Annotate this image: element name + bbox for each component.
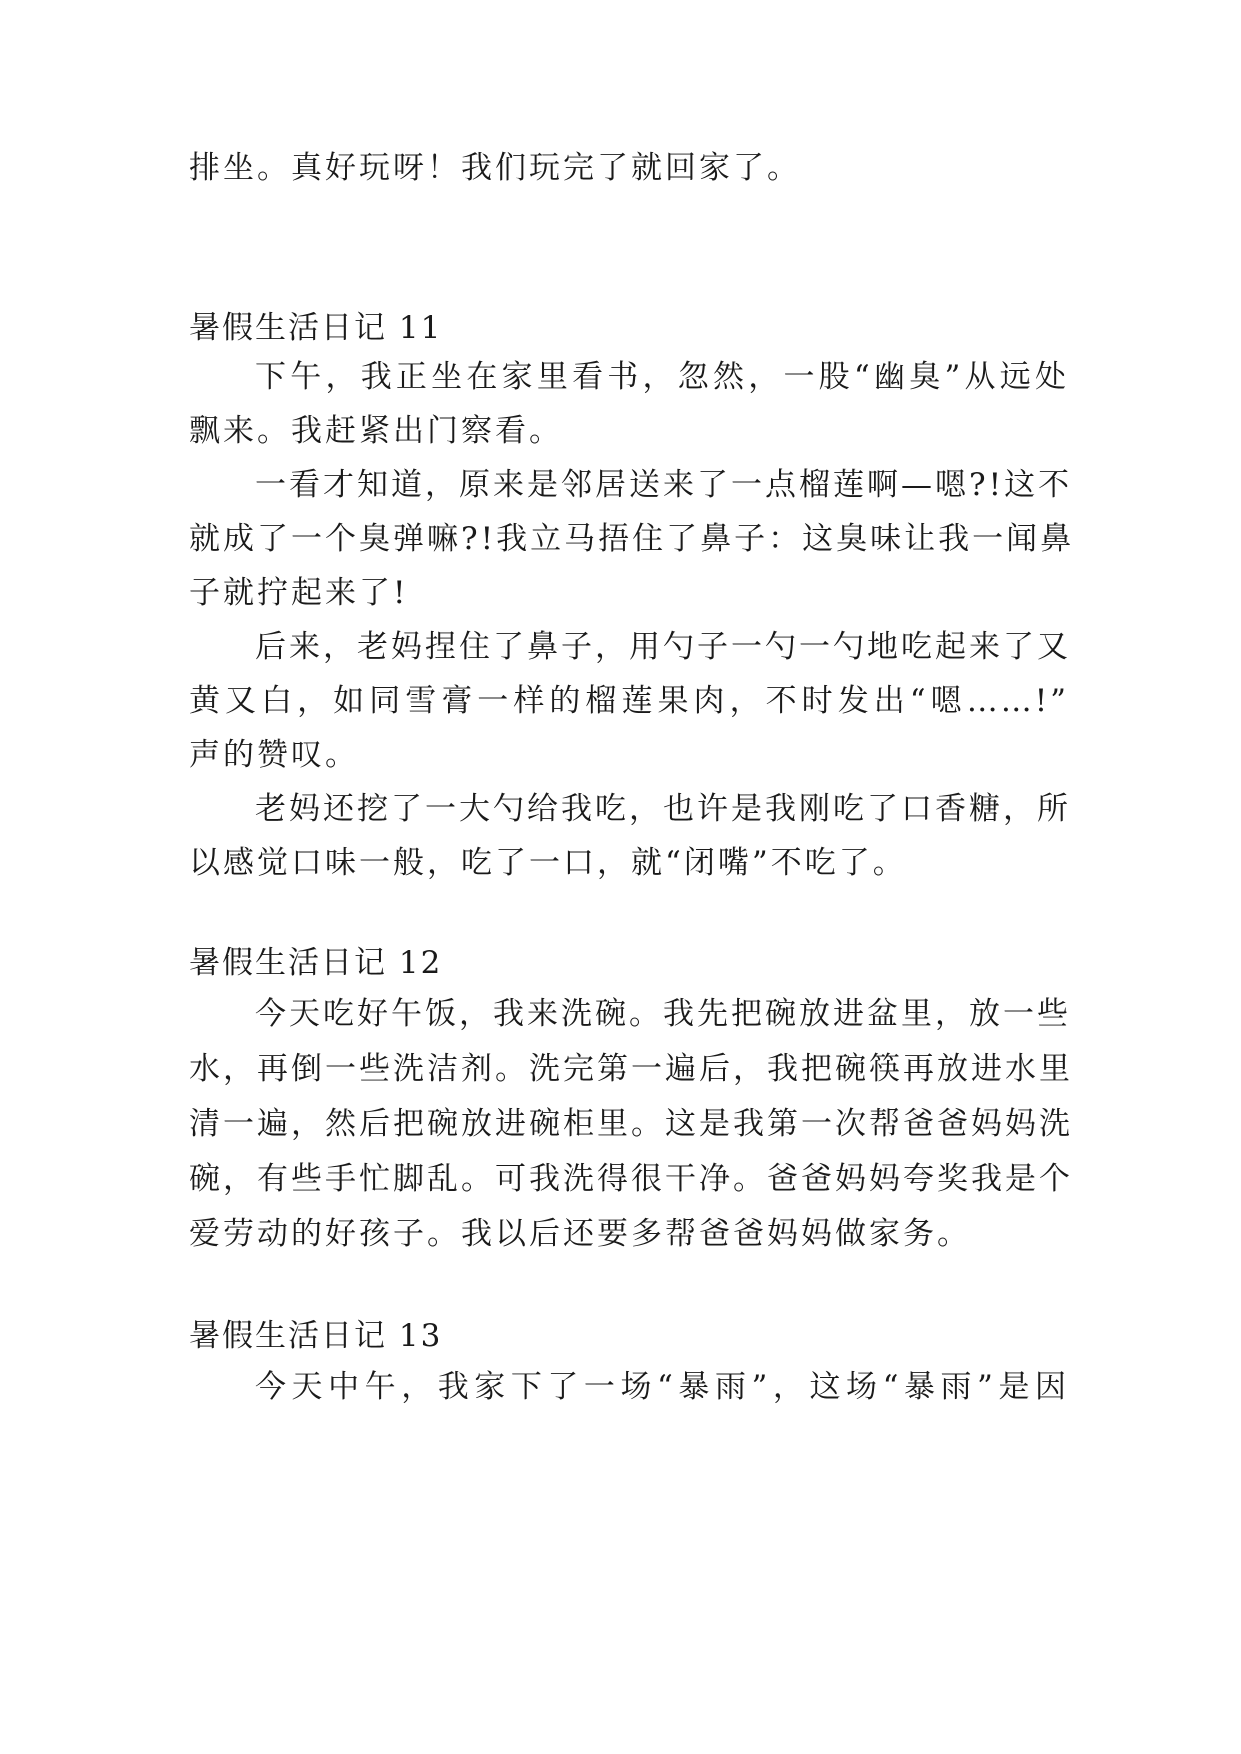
text-line: 后来，老妈捏住了鼻子，用勺子一勺一勺地吃起来了又 [255,629,1071,665]
text-line: 下午，我正坐在家里看书，忽然，一股“幽臭”从远处 [255,359,1069,395]
text-line: 以感觉口味一般，吃了一口，就“闭嘴”不吃了。 [189,845,907,881]
text-line: 爱劳动的好孩子。我以后还要多帮爸爸妈妈做家务。 [189,1216,971,1252]
diary-heading-12: 暑假生活日记 12 [189,945,443,981]
text-line: 一看才知道，原来是邻居送来了一点榴莲啊—嗯?!这不 [255,467,1073,503]
text-line: 子就拧起来了! [189,575,409,611]
text-line: 老妈还挖了一大勺给我吃，也许是我刚吃了口香糖，所 [255,791,1071,827]
text-line: 碗，有些手忙脚乱。可我洗得很干净。爸爸妈妈夸奖我是个 [189,1161,1073,1197]
text-line: 飘来。我赶紧出门察看。 [189,413,563,449]
text-line: 声的赞叹。 [189,737,359,773]
diary-heading-13: 暑假生活日记 13 [189,1318,443,1354]
text-line: 水，再倒一些洗洁剂。洗完第一遍后，我把碗筷再放进水里 [189,1051,1073,1087]
text-line: 今天吃好午饭，我来洗碗。我先把碗放进盆里，放一些 [255,996,1071,1032]
text-line: 今天中午，我家下了一场“暴雨”，这场“暴雨”是因 [255,1369,1069,1405]
text-line: 清一遍，然后把碗放进碗柜里。这是我第一次帮爸爸妈妈洗 [189,1106,1073,1142]
text-line: 排坐。真好玩呀！我们玩完了就回家了。 [189,150,801,186]
text-line: 黄又白，如同雪膏一样的榴莲果肉，不时发出“嗯……!” [189,683,1069,719]
diary-heading-11: 暑假生活日记 11 [189,310,443,346]
text-line: 就成了一个臭弹嘛?!我立马捂住了鼻子：这臭味让我一闻鼻 [189,521,1075,557]
